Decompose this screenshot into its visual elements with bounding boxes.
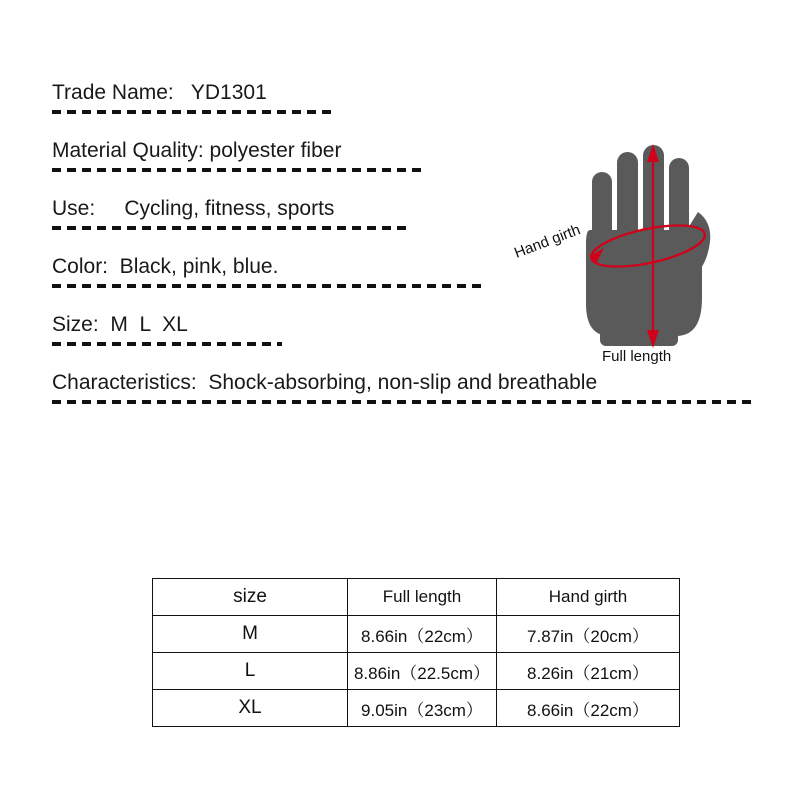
- cell-full-length: 8.66in（22cm）: [348, 616, 497, 653]
- cell-full-length: 8.86in（22.5cm）: [348, 653, 497, 690]
- spec-text-material-quality: Material Quality: polyester fiber: [52, 139, 342, 162]
- spec-text-size: Size: M L XL: [52, 313, 188, 336]
- spec-row-trade-name: [52, 78, 752, 114]
- header-size: size: [153, 579, 348, 616]
- spec-text-color: Color: Black, pink, blue.: [52, 255, 279, 278]
- cell-size: L: [153, 653, 348, 690]
- cell-full-length: 9.05in（23cm）: [348, 690, 497, 727]
- glove-hand-icon: [586, 145, 710, 346]
- hand-girth-caption: Hand girth: [512, 221, 583, 262]
- cell-hand-girth: 8.66in（22cm）: [497, 690, 680, 727]
- full-length-caption: Full length: [602, 348, 672, 365]
- table-header-row: [153, 579, 680, 616]
- dashed-underline: [52, 342, 282, 346]
- spec-text-characteristics: Characteristics: Shock-absorbing, non-slip and breathable: [52, 371, 598, 394]
- glove-measurement-figure: [512, 120, 770, 380]
- dashed-underline: [52, 400, 752, 404]
- spec-text-trade-name: Trade Name: YD1301: [52, 81, 267, 104]
- table-row: [153, 690, 680, 727]
- cell-size: M: [153, 616, 348, 653]
- table-row: [153, 653, 680, 690]
- cell-hand-girth: 8.26in（21cm）: [497, 653, 680, 690]
- size-chart-table: [152, 578, 680, 727]
- header-hand-girth: Hand girth: [497, 579, 680, 616]
- table-row: [153, 616, 680, 653]
- dashed-underline: [52, 226, 412, 230]
- cell-hand-girth: 7.87in（20cm）: [497, 616, 680, 653]
- cell-size: XL: [153, 690, 348, 727]
- header-full-length: Full length: [348, 579, 497, 616]
- spec-text-use: Use: Cycling, fitness, sports: [52, 197, 335, 220]
- dashed-underline: [52, 168, 422, 172]
- dashed-underline: [52, 284, 482, 288]
- dashed-underline: [52, 110, 334, 114]
